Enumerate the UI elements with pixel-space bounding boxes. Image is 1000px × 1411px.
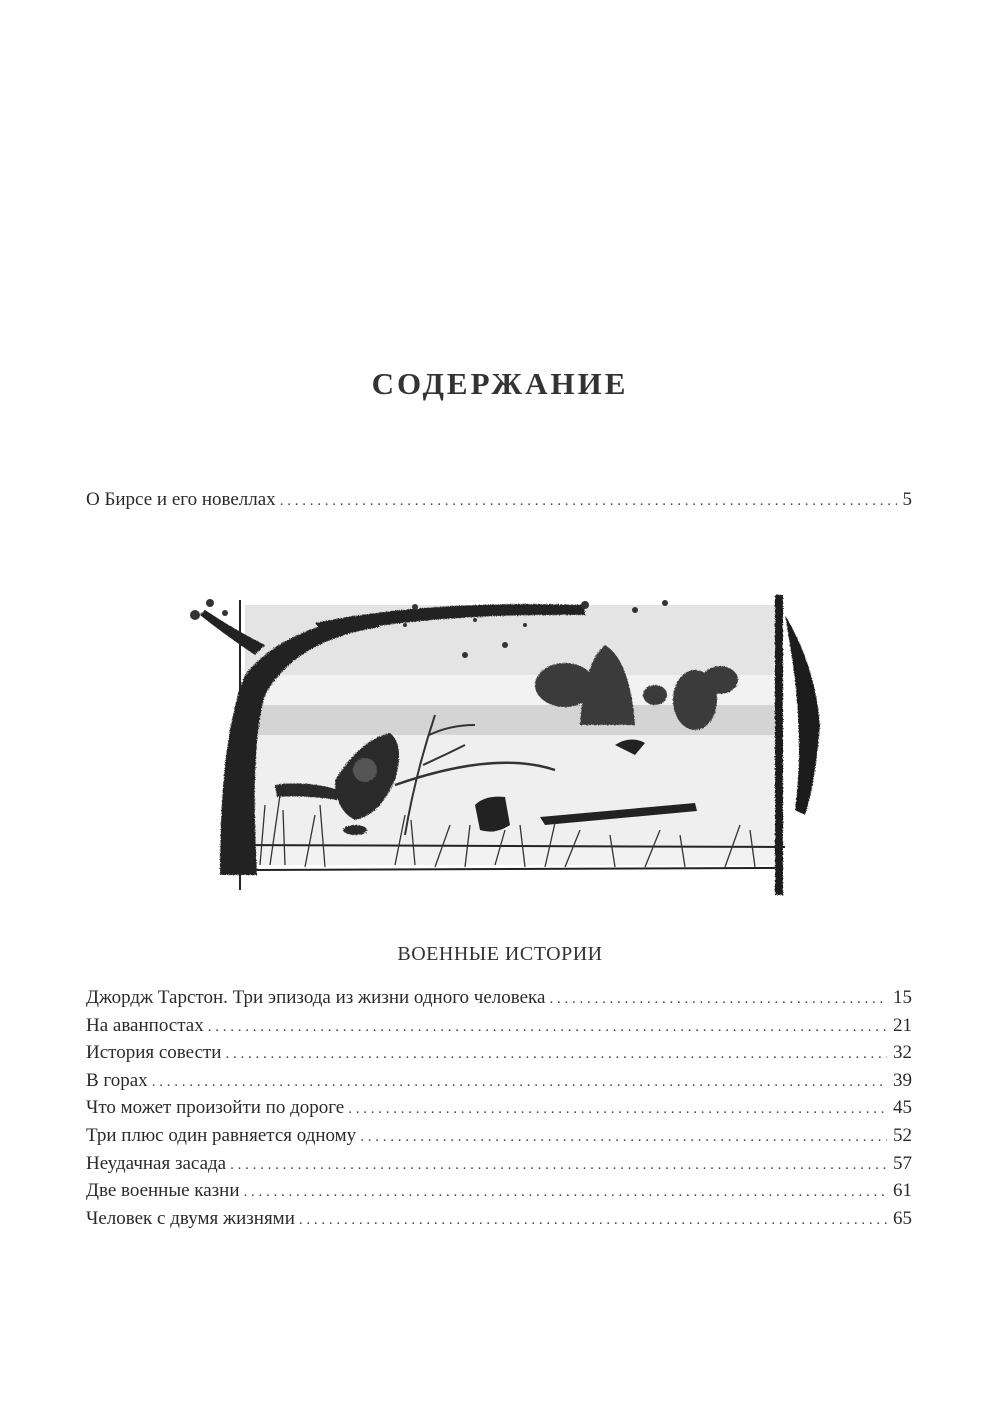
toc-entry-page: 61 — [893, 1180, 912, 1202]
dot-leader — [549, 986, 887, 1014]
dot-leader — [208, 1014, 887, 1042]
toc-entry-page: 65 — [893, 1207, 912, 1229]
toc-entry[interactable] — [86, 1205, 912, 1233]
toc-entry-title: Человек с двумя жизнями — [86, 1207, 295, 1229]
toc-entry-title: Что может произойти по дороге — [86, 1097, 345, 1119]
ink-landscape-illustration — [165, 585, 830, 910]
toc-entry[interactable] — [86, 1039, 912, 1067]
toc-entry-title: Джордж Тарстон. Три эпизода из жизни одного человека — [86, 987, 546, 1008]
toc-entry-page: 32 — [893, 1042, 912, 1064]
dot-leader — [225, 1041, 887, 1069]
section-heading: ВОЕННЫЕ ИСТОРИИ — [397, 943, 603, 965]
toc-entry-page: 39 — [893, 1069, 912, 1091]
toc-entry-page: 5 — [902, 489, 912, 510]
toc-entry[interactable] — [86, 984, 912, 1012]
toc-entry-title: В горах — [86, 1069, 148, 1091]
toc-entry[interactable] — [86, 1067, 912, 1095]
toc-list — [86, 984, 912, 1232]
toc-entry[interactable] — [86, 1094, 912, 1122]
toc-entry-page: 57 — [893, 1152, 912, 1174]
toc-entry-title: История совести — [86, 1042, 222, 1064]
dot-leader — [244, 1179, 887, 1207]
toc-entry-page: 15 — [893, 987, 912, 1008]
toc-entry[interactable] — [86, 1012, 912, 1040]
toc-entry[interactable] — [86, 1177, 912, 1205]
dot-leader — [152, 1069, 887, 1097]
toc-entry-title: О Бирсе и его новеллах — [86, 489, 276, 510]
toc-entry-title: Две военные казни — [86, 1180, 240, 1202]
toc-entry-title: Неудачная засада — [86, 1152, 227, 1174]
dot-leader — [299, 1207, 887, 1235]
toc-entry-page: 21 — [893, 1014, 912, 1036]
dot-leader — [360, 1124, 887, 1152]
toc-entry[interactable] — [86, 1150, 912, 1178]
dot-leader — [348, 1096, 887, 1124]
dot-leader — [230, 1152, 887, 1180]
toc-entry-title: Три плюс один равняется одному — [86, 1124, 357, 1146]
toc-entry-intro[interactable] — [86, 487, 912, 514]
page-title: СОДЕРЖАНИЕ — [371, 366, 629, 401]
toc-entry-page: 52 — [893, 1124, 912, 1146]
toc-entry-page: 45 — [893, 1097, 912, 1119]
toc-entry-title: На аванпостах — [86, 1014, 204, 1036]
toc-entry[interactable] — [86, 1122, 912, 1150]
dot-leader — [280, 488, 897, 514]
